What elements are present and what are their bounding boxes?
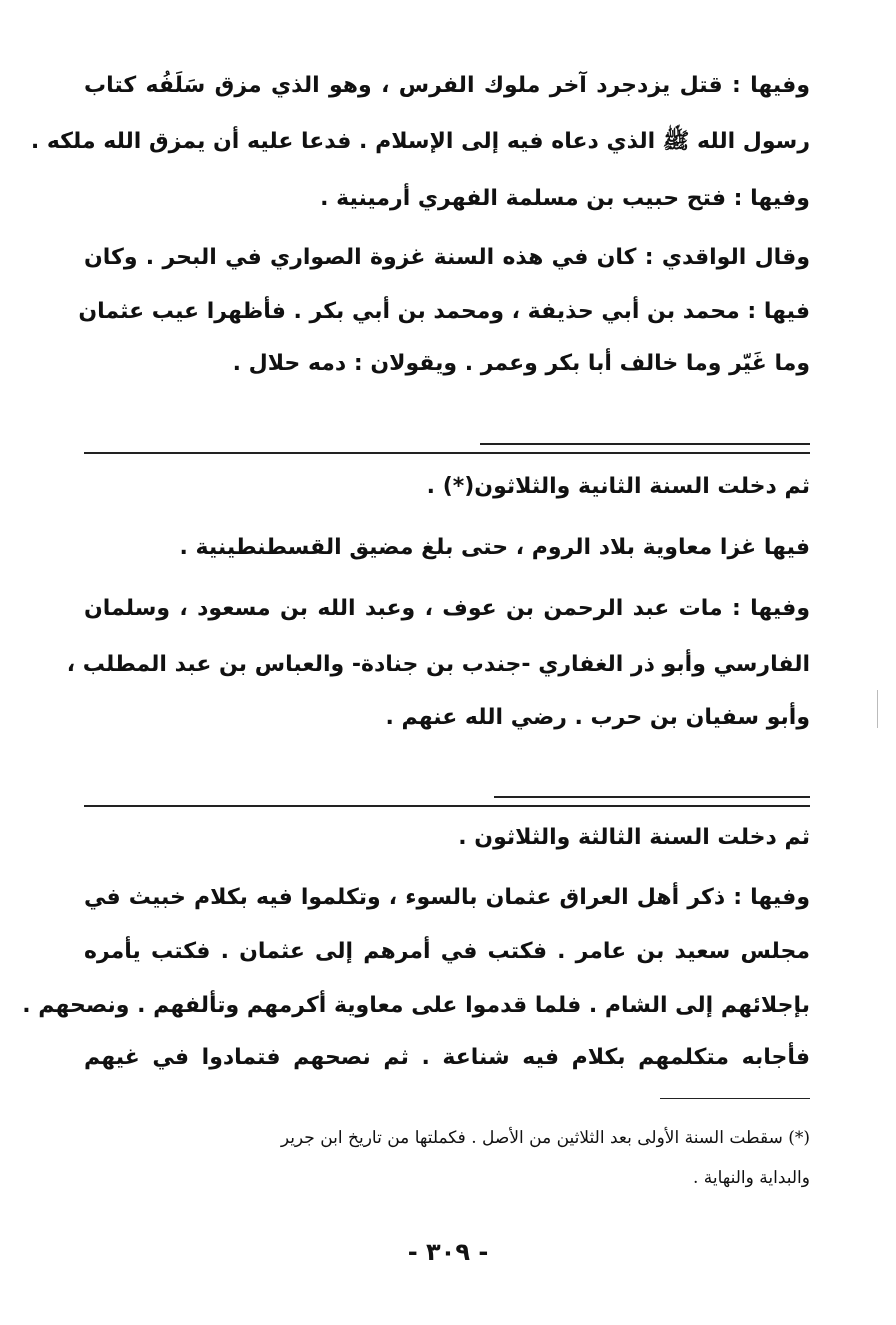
paragraph-8-line-4: فأجابه متكلمهم بكلام فيه شناعة . ثم نصحهم فتمادوا في غيهم [84, 1045, 810, 1070]
heading-2-underline [494, 796, 810, 798]
paragraph-6-line-2: الفارسي وأبو ذر الغفاري -جندب بن جنادة- والعباس بن عبد المطلب ، [66, 652, 810, 677]
paragraph-2-line-1: وفيها : فتح حبيب بن مسلمة الفهري أرمينية . [320, 186, 810, 211]
paragraph-5-line-1: فيها غزا معاوية بلاد الروم ، حتى بلغ مضيق القسطنطينية . [179, 535, 810, 560]
page-number: - ٣٠٩ - [407, 1238, 489, 1266]
footnote-line-2: والبداية والنهاية . [692, 1168, 810, 1188]
footnote-separator [660, 1098, 810, 1099]
section-rule-1 [84, 452, 810, 454]
paragraph-1-line-2: رسول الله ﷺ الذي دعاه فيه إلى الإسلام . فدعا عليه أن يمزق الله ملكه . [30, 129, 810, 154]
paragraph-8-line-3: بإجلائهم إلى الشام . فلما قدموا على معاوية أكرمهم وتألفهم . ونصحهم . [22, 993, 810, 1018]
paragraph-3-line-2: فيها : محمد بن أبي حذيفة ، ومحمد بن أبي بكر . فأظهرا عيب عثمان [78, 299, 810, 324]
paragraph-6-line-3: وأبو سفيان بن حرب . رضي الله عنهم . [385, 705, 810, 730]
paragraph-1-line-1: وفيها : قتل يزدجرد آخر ملوك الفرس ، وهو الذي مزق سَلَفُه كتاب [84, 73, 810, 98]
paragraph-3-line-3: وما غَيّر وما خالف أبا بكر وعمر . ويقولان : دمه حلال . [232, 351, 810, 376]
paragraph-8-line-1: وفيها : ذكر أهل العراق عثمان بالسوء ، وتكلموا فيه بكلام خبيث في [84, 885, 810, 910]
section-heading-year-32 [84, 402, 810, 442]
paragraph-4-line-1: ثم دخلت السنة الثانية والثلاثون(*) . [426, 474, 810, 499]
heading-1-underline [480, 443, 810, 445]
footnote-line-1: (*) سقطت السنة الأولى بعد الثلاثين من الأصل . فكملتها من تاريخ ابن جرير [280, 1128, 810, 1148]
paragraph-3-line-1: وقال الواقدي : كان في هذه السنة غزوة الصواري في البحر . وكان [84, 245, 810, 270]
paragraph-8-line-2: مجلس سعيد بن عامر . فكتب في أمرهم إلى عثمان . فكتب يأمره [84, 939, 810, 964]
paragraph-6-line-1: وفيها : مات عبد الرحمن بن عوف ، وعبد الله بن مسعود ، وسلمان [84, 596, 810, 621]
margin-mark [877, 690, 878, 728]
section-heading-year-33 [84, 755, 810, 795]
section-rule-2 [84, 805, 810, 807]
paragraph-7-line-1: ثم دخلت السنة الثالثة والثلاثون . [458, 825, 810, 850]
